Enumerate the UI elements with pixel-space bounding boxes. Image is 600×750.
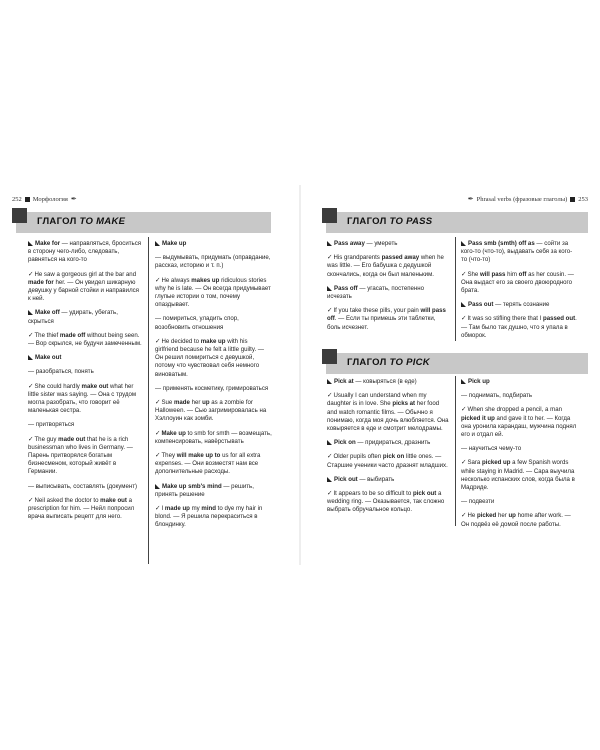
- checkmark-icon: ✓: [461, 406, 467, 414]
- checkmark-icon: ✓: [461, 512, 467, 520]
- example-sentence: [461, 459, 578, 492]
- definition: — сойти за кого-то (что-то), выдавать себя за кого-то (что-то): [461, 240, 573, 264]
- phrasal-verb: Pick on: [334, 439, 356, 447]
- example-text: without being seen. — Вор скрылся, не будучи замеченным.: [28, 331, 142, 348]
- phrasal-verb: Pass out: [468, 301, 494, 309]
- example-verb: make up: [200, 337, 226, 345]
- section-heading-pick: [326, 353, 588, 374]
- example-sentence: [28, 332, 142, 348]
- example-sentence: [155, 338, 272, 379]
- example-text: what her little sister was saying. — Она с трудом могла разобрать, что говорит её маленькая сестра.: [28, 382, 137, 415]
- phrasal-verb-entry: [327, 378, 449, 386]
- definition: — выбирать: [357, 475, 395, 483]
- example-text: little ones. — Старшие ученики часто дразнят младших.: [327, 453, 448, 469]
- checkmark-icon: ✓: [327, 307, 333, 315]
- column-divider: [455, 237, 456, 341]
- example-sentence: [28, 497, 142, 522]
- checkmark-icon: ✓: [155, 452, 161, 460]
- example-verb: picked it up: [461, 414, 495, 422]
- make-column-1: [28, 240, 142, 527]
- meaning-line: [461, 392, 578, 400]
- example-text: Neil asked the doctor to: [34, 496, 101, 504]
- definition: — умереть: [364, 240, 398, 247]
- phrasal-verb-entry: [461, 301, 578, 309]
- column-divider: [455, 376, 456, 526]
- right-page-number: 253: [578, 195, 588, 203]
- example-sentence: [155, 452, 272, 477]
- meaning-text: — поднимать, подбирать: [461, 392, 533, 400]
- example-verb: will make up to: [176, 452, 221, 460]
- pick-column-1: [327, 378, 449, 521]
- checkmark-icon: ✓: [155, 505, 161, 513]
- example-text: that he is a rich businessman who lives in Germany. — Парень притворялся богатым бизнесменом, который живёт в Германии.: [28, 435, 133, 476]
- left-running-header: [12, 195, 77, 203]
- triangle-marker-icon: [461, 302, 466, 307]
- phrasal-verb: Make off: [35, 309, 60, 317]
- example-verb: picked: [476, 512, 497, 520]
- section-verb: TO PICK: [389, 357, 430, 368]
- example-sentence: [327, 254, 449, 279]
- phrasal-verb: Make for: [35, 240, 61, 247]
- checkmark-icon: ✓: [28, 496, 34, 504]
- example-verb: made out: [58, 435, 86, 443]
- example-verb: picks at: [392, 400, 416, 408]
- section-heading-pass: [326, 212, 588, 233]
- checkmark-icon: ✓: [155, 337, 161, 345]
- triangle-marker-icon: [327, 286, 332, 291]
- example-verb: up: [508, 512, 516, 520]
- example-text: She could hardly: [34, 382, 82, 390]
- phrasal-verb-entry: [327, 240, 449, 248]
- phrasal-verb-entry: [155, 240, 272, 248]
- example-text: and gave it to her. — Когда она уронила карандаш, мужчина поднял его и отдал ей.: [461, 414, 577, 439]
- example-verb: made off: [59, 331, 86, 339]
- example-text: as a zombie for Halloween. — Сью загримировалась на Хэллоуин как зомби.: [155, 399, 267, 423]
- phrasal-verb: Make up smb's mind: [162, 482, 222, 490]
- section-prefix: ГЛАГОЛ: [347, 216, 387, 227]
- example-verb: passed away: [381, 254, 420, 262]
- example-sentence: [155, 430, 272, 446]
- example-text: to dye my hair in blond. — Я решила перекраситься в блондинку.: [155, 505, 263, 529]
- section-heading-make: [16, 212, 271, 233]
- example-text: I: [161, 505, 165, 513]
- example-sentence: [327, 490, 449, 515]
- example-text: ridiculous stories why he is late. — Он всегда придумывает глупые истории о том, почему опаздывает.: [155, 276, 271, 309]
- right-running-header: [468, 195, 588, 203]
- phrasal-verb-entry: [327, 476, 449, 484]
- triangle-marker-icon: [327, 440, 332, 445]
- example-text: her food and watch romantic films. — Обычно я понимаю, когда моя дочь влюбляется. Она ковыряется в еде и смотрит мелодрамы.: [327, 400, 449, 433]
- checkmark-icon: ✓: [155, 399, 161, 407]
- phrasal-verb-entry: [28, 240, 142, 265]
- meaning-text: — выдумывать, придумать (оправдание, рассказ, историю и т. п.): [155, 254, 271, 270]
- example-verb: picked up: [482, 459, 511, 467]
- triangle-marker-icon: [327, 477, 332, 482]
- meaning-line: [155, 385, 272, 393]
- example-text: as her cousin. — Она выдаст его за своего двоюродного брата.: [461, 270, 574, 295]
- phrasal-verb-entry: [461, 378, 578, 386]
- triangle-marker-icon: [28, 310, 33, 315]
- meaning-line: [461, 445, 578, 453]
- definition: — ковыряться (в еде): [353, 378, 417, 385]
- example-sentence: [461, 271, 578, 296]
- section-verb: TO MAKE: [79, 216, 126, 227]
- example-text: Older pupils often: [333, 453, 383, 461]
- example-text: to smb for smth — возмещать, компенсировать, навёрстывать: [155, 429, 272, 445]
- example-sentence: [155, 505, 272, 530]
- example-sentence: [461, 406, 578, 439]
- example-verb: made up: [164, 505, 190, 513]
- checkmark-icon: ✓: [461, 315, 467, 323]
- quill-icon: ✒: [467, 195, 474, 203]
- example-text: home after work. — Он подвёз её домой после работы.: [461, 512, 571, 528]
- example-text: him: [505, 270, 519, 278]
- example-sentence: [327, 453, 449, 469]
- example-text: They: [161, 452, 177, 460]
- meaning-text: — помириться, уладить спор, возобновить отношения: [155, 315, 239, 331]
- example-text: It appears to be so difficult to: [333, 490, 413, 498]
- definition: — направляться, броситься в сторону чего-либо, следовать, равняться на кого-то: [28, 240, 142, 264]
- example-sentence: [155, 399, 272, 424]
- example-text: a wedding ring. — Оказывается, так сложно выбрать обручальное кольцо.: [327, 490, 445, 514]
- phrasal-verb: Make up: [162, 240, 187, 247]
- example-verb: pick out: [412, 490, 437, 498]
- checkmark-icon: ✓: [28, 331, 34, 339]
- triangle-marker-icon: [155, 241, 160, 246]
- triangle-marker-icon: [327, 379, 332, 384]
- definition: — придираться, дразнить: [355, 439, 431, 447]
- example-text: It was so stifling there that I: [467, 315, 543, 323]
- phrasal-verb: Pass off: [334, 284, 358, 292]
- example-verb: up: [202, 399, 210, 407]
- example-text: her: [496, 512, 509, 520]
- example-text: . — Если ты примешь эти таблетки, боль исчезнет.: [327, 315, 436, 331]
- checkmark-icon: ✓: [327, 490, 333, 498]
- phrasal-verb: Make out: [35, 354, 62, 362]
- column-divider: [148, 237, 149, 564]
- definition: — терять сознание: [493, 301, 550, 309]
- phrasal-verb: Pass away: [334, 240, 365, 247]
- phrasal-verb: Pick up: [468, 378, 490, 385]
- triangle-marker-icon: [461, 379, 466, 384]
- example-verb: pick on: [382, 453, 405, 461]
- quill-icon: ✒: [70, 195, 77, 203]
- square-marker-icon: [322, 208, 337, 223]
- phrasal-verb: Pick out: [334, 475, 358, 483]
- pass-column-2: [461, 240, 578, 346]
- checkmark-icon: ✓: [155, 276, 161, 284]
- left-page-number: 252: [12, 195, 22, 203]
- book-gutter: [299, 185, 301, 565]
- example-text: When she dropped a pencil, a man: [467, 406, 562, 414]
- example-sentence: [327, 307, 449, 332]
- meaning-line: [155, 254, 272, 270]
- checkmark-icon: ✓: [28, 435, 34, 443]
- example-verb: Make up: [161, 429, 186, 437]
- example-verb: mind: [201, 505, 216, 513]
- square-marker-icon: [12, 208, 27, 223]
- example-text: us for all extra expenses. — Они возместят нам все дополнительные расходы.: [155, 452, 261, 476]
- example-verb: made: [174, 399, 190, 407]
- section-prefix: ГЛАГОЛ: [37, 216, 77, 227]
- meaning-line: [28, 368, 142, 376]
- meaning-line: [28, 421, 142, 429]
- section-prefix: ГЛАГОЛ: [347, 357, 387, 368]
- example-text: She: [467, 270, 480, 278]
- triangle-marker-icon: [28, 241, 33, 246]
- phrasal-verb-entry: [28, 309, 142, 325]
- meaning-line: [28, 483, 142, 491]
- phrasal-verb-entry: [327, 439, 449, 447]
- example-verb: will pass: [480, 270, 506, 278]
- example-text: my: [189, 505, 202, 513]
- example-text: with his girlfriend because he felt a little guilty. — Он решил помириться с девушкой, потому что чувствовал себя немного виноватым.: [155, 337, 264, 378]
- example-verb: made for: [28, 278, 54, 286]
- section-verb: TO PASS: [389, 216, 433, 227]
- right-header-title: Phrasal verbs (фразовые глаголы): [476, 195, 568, 203]
- definition: — решить, принять решение: [155, 482, 254, 498]
- meaning-line: [155, 315, 272, 331]
- example-sentence: [461, 315, 578, 340]
- meaning-text: — научиться чему-то: [461, 445, 522, 453]
- example-text: Sara: [467, 459, 483, 467]
- example-text: The thief: [34, 331, 60, 339]
- example-text: If you take these pills, your pain: [333, 307, 421, 315]
- phrasal-verb: Pass smb (smth) off as: [468, 240, 535, 247]
- checkmark-icon: ✓: [327, 392, 333, 400]
- example-text: . — Там было так душно, что я упала в обморок.: [461, 315, 577, 339]
- example-text: He decided to: [161, 337, 201, 345]
- checkmark-icon: ✓: [461, 459, 467, 467]
- make-column-2: [155, 240, 272, 536]
- example-verb: makes up: [191, 276, 220, 284]
- example-text: His grandparents: [333, 254, 382, 262]
- example-sentence: [327, 392, 449, 433]
- phrasal-verb-entry: [461, 240, 578, 265]
- example-text: her. — Он увидел шикарную девушку у барной стойки и направился к ней.: [28, 278, 139, 303]
- checkmark-icon: ✓: [155, 429, 161, 437]
- phrasal-verb-entry: [155, 483, 272, 499]
- checkmark-icon: ✓: [327, 453, 333, 461]
- triangle-marker-icon: [461, 241, 466, 246]
- meaning-text: — разобраться, понять: [28, 368, 94, 376]
- meaning-text: — притворяться: [28, 421, 75, 429]
- example-verb: will pass off: [327, 307, 446, 323]
- meaning-line: [461, 498, 578, 506]
- pick-column-2: [461, 378, 578, 535]
- meaning-text: — выписывать, составлять (документ): [28, 482, 138, 490]
- example-text: He saw a gorgeous girl at the bar and: [34, 270, 137, 278]
- triangle-marker-icon: [28, 355, 33, 360]
- example-verb: off: [518, 270, 527, 278]
- square-bullet-icon: [570, 197, 575, 202]
- checkmark-icon: ✓: [327, 254, 333, 262]
- example-text: a few Spanish words while staying in Madrid. — Сара выучила несколько испанских слов, когда была в Мадриде.: [461, 459, 575, 492]
- example-text: her: [189, 399, 203, 407]
- definition: — удирать, убегать, скрыться: [28, 309, 118, 325]
- example-sentence: [28, 271, 142, 304]
- left-header-title: Морфология: [32, 195, 68, 203]
- example-text: The guy: [34, 435, 59, 443]
- phrasal-verb-entry: [327, 285, 449, 301]
- triangle-marker-icon: [327, 241, 332, 246]
- example-verb: make out: [81, 382, 109, 390]
- example-verb: passed out: [542, 315, 576, 323]
- meaning-text: — применять косметику, гримироваться: [155, 384, 269, 392]
- example-text: He always: [161, 276, 192, 284]
- definition: — угасать, постепенно исчезать: [327, 284, 425, 301]
- example-text: Usually I can understand when my daughter is in love. She: [327, 392, 427, 408]
- checkmark-icon: ✓: [28, 270, 34, 278]
- example-sentence: [155, 277, 272, 310]
- pass-column-1: [327, 240, 449, 338]
- triangle-marker-icon: [155, 484, 160, 489]
- example-sentence: [28, 383, 142, 416]
- phrasal-verb: Pick at: [334, 378, 354, 385]
- square-marker-icon: [322, 349, 337, 364]
- example-text: He: [467, 512, 477, 520]
- example-sentence: [461, 512, 578, 528]
- square-bullet-icon: [25, 197, 30, 202]
- checkmark-icon: ✓: [461, 270, 467, 278]
- checkmark-icon: ✓: [28, 382, 34, 390]
- meaning-text: — подвезти: [461, 498, 495, 506]
- example-verb: make out: [100, 496, 127, 504]
- example-sentence: [28, 436, 142, 477]
- example-text: when he was little. — Его бабушка с дедушкой скончались, когда он был маленьким.: [327, 254, 444, 278]
- example-text: a prescription for him. — Нейл попросил врача выписать рецепт для него.: [28, 496, 135, 521]
- example-text: Sue: [161, 399, 174, 407]
- phrasal-verb-entry: [28, 354, 142, 362]
